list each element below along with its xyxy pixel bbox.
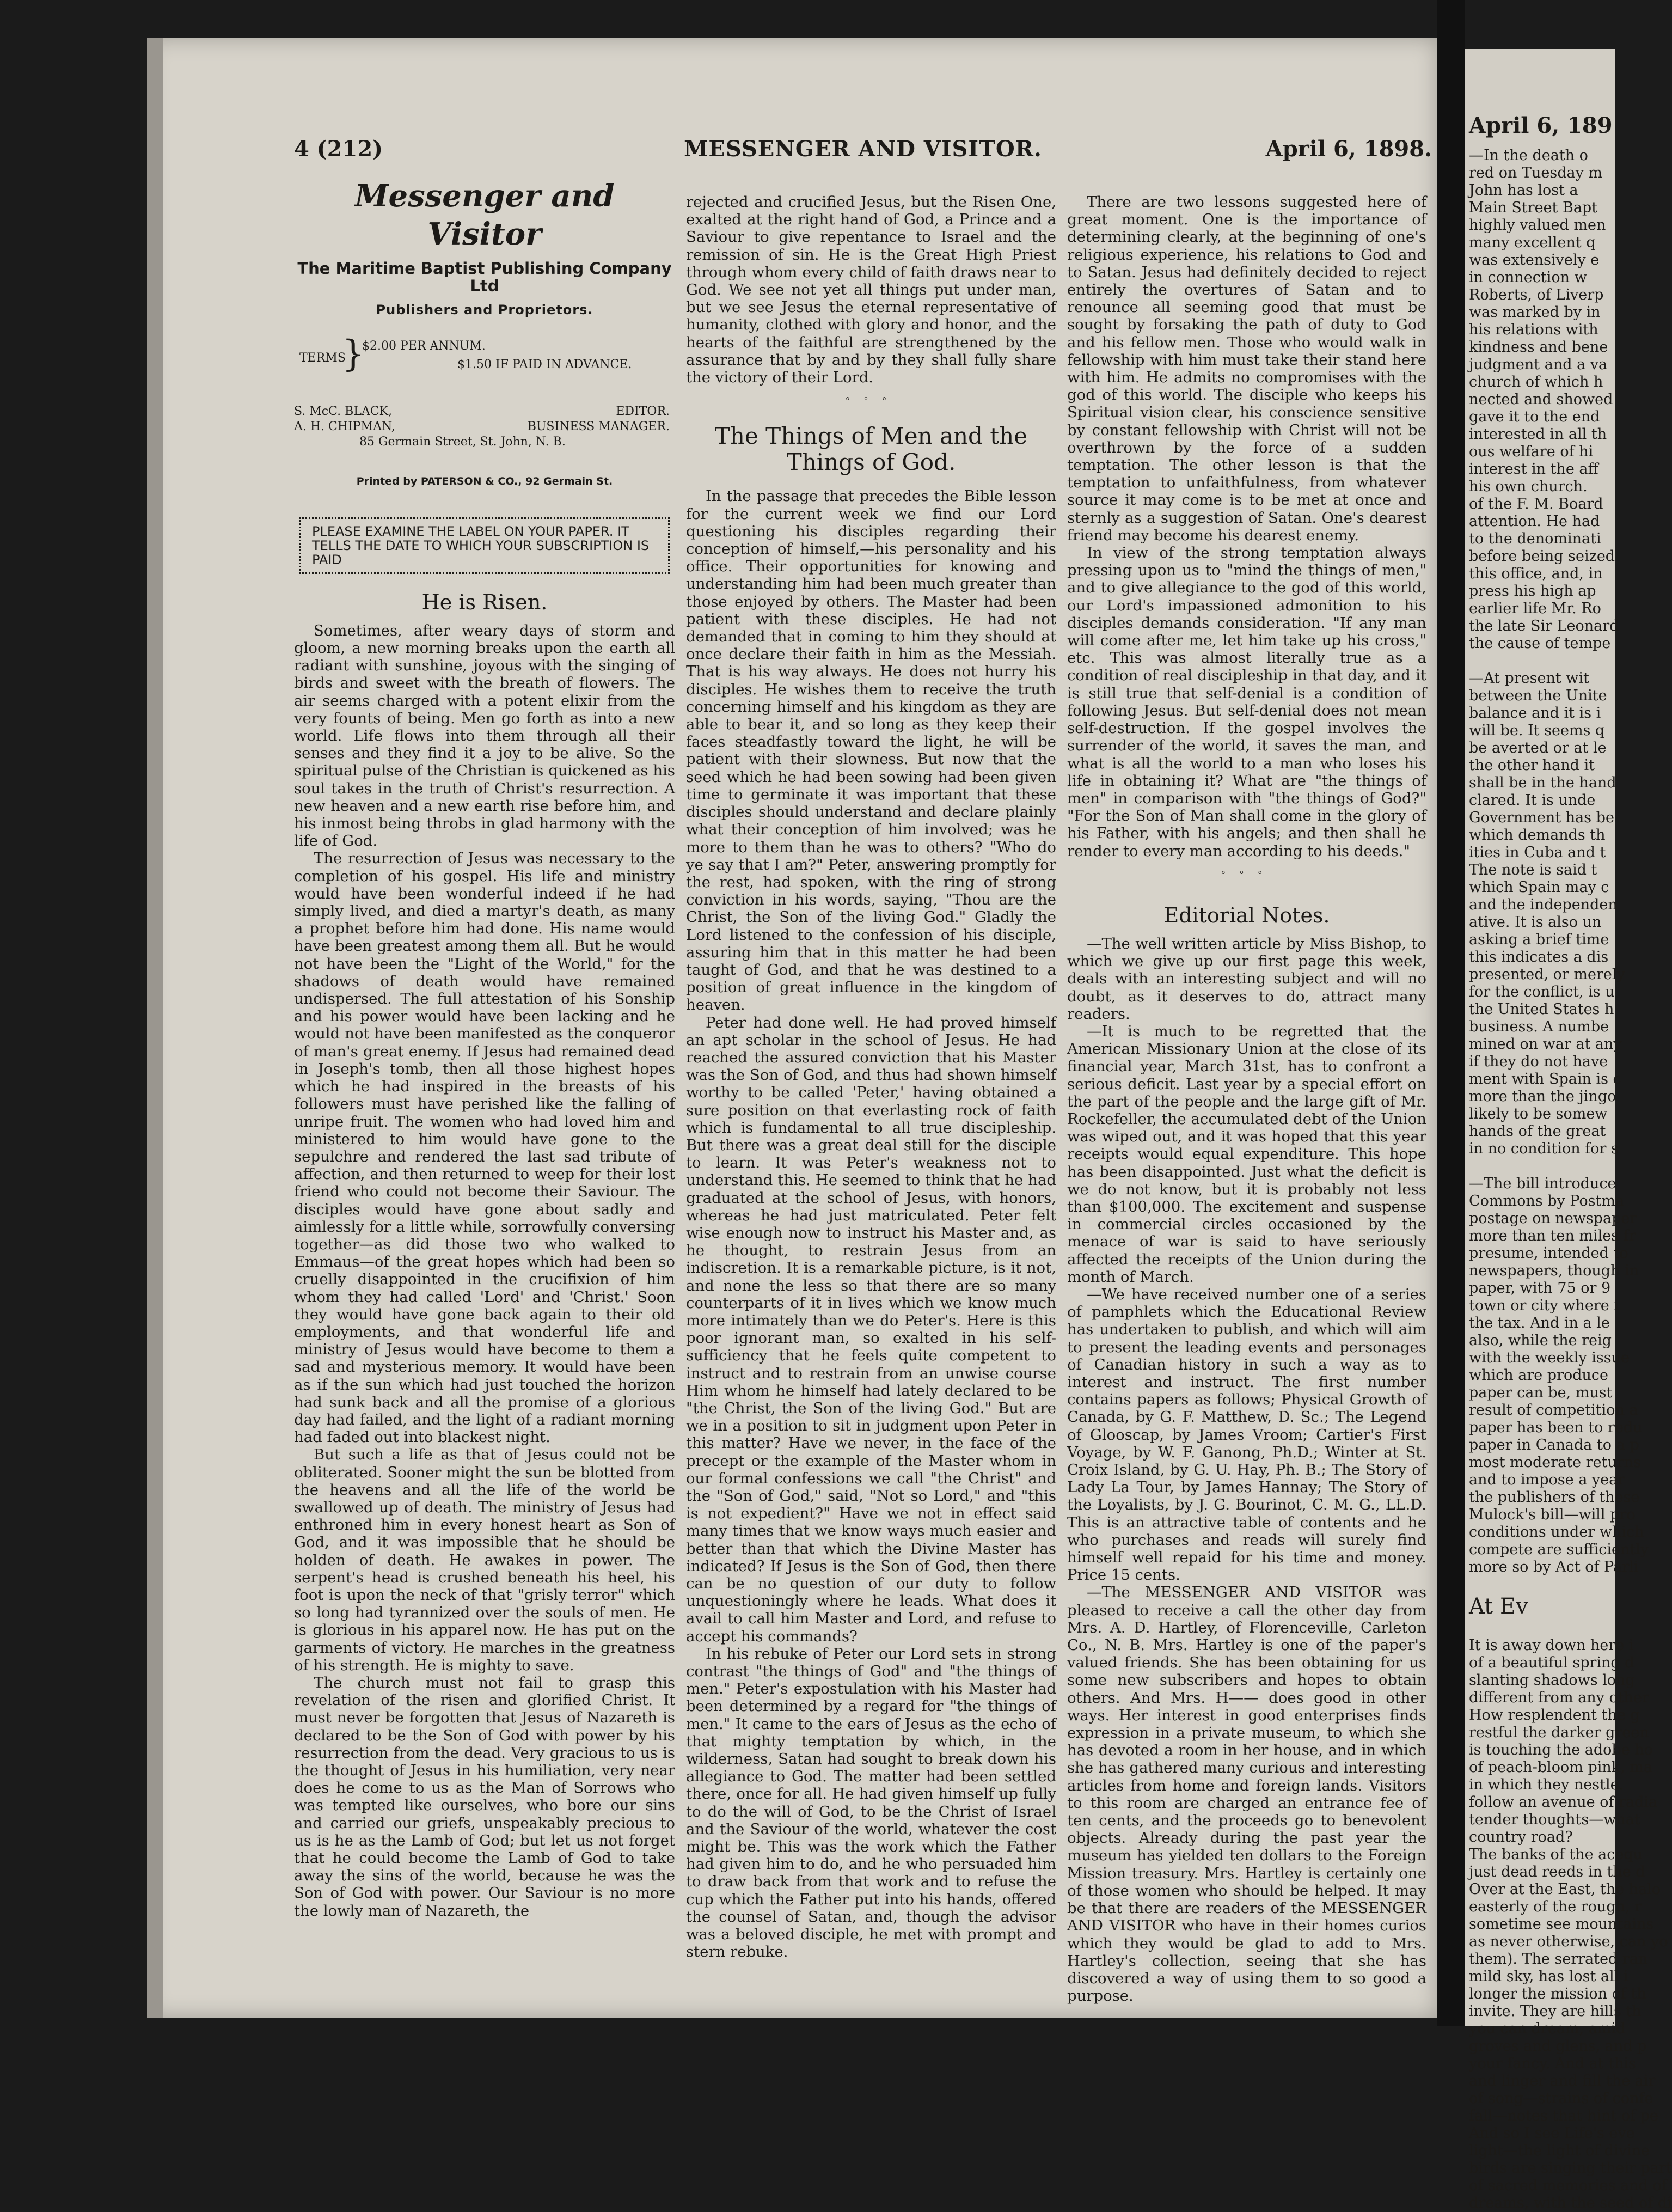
next-page-line: compete are sufficiently: [1469, 1541, 1649, 1558]
next-page-line: —The bill introduce: [1469, 1175, 1616, 1192]
next-page-line: red on Tuesday m: [1469, 164, 1603, 181]
next-page-line: country road?: [1469, 1829, 1573, 1846]
next-page-line: —In the death o: [1469, 147, 1588, 164]
next-page-line: presume, intended to: [1469, 1245, 1628, 1262]
next-page-line: press his high ap: [1469, 583, 1596, 600]
next-page-line: mined on war at any: [1469, 1036, 1622, 1053]
next-page-line: with the weekly issue: [1469, 1349, 1630, 1366]
next-page-line: in which they nestle.: [1469, 1776, 1624, 1793]
next-page-line: clared. It is unde: [1469, 792, 1596, 809]
next-page-line: between the Unite: [1469, 687, 1607, 704]
next-page-line: mild sky, has lost all i: [1469, 1968, 1628, 1985]
next-page-line: highly valued men: [1469, 217, 1606, 234]
paragraph: But such a life as that of Jesus could not be obliterated. Sooner might the sun be blotted from the heavens and all the life of the world be swallowed up of death. The ministry of Jesus had enthroned him in every honest heart as Son of God, and it was impossible that he should be holden of death. He awakes in power. The serpent's head is crushed beneath his heel, his foot is upon the neck of that "grisly terror" which so long had tyrannized over the souls of men. He is glorious in his apparel now. He has put on the garments of victory. He marches in the greatness of his strength. He is mighty to save.: [294, 1446, 675, 1674]
next-page-line: dreams, with the seed of di: [1469, 2195, 1672, 2211]
next-page-line: of sacred memories and of: [1469, 2177, 1667, 2194]
next-page-line: balance and it is i: [1469, 705, 1601, 722]
next-page-line: as never otherwise, can yo: [1469, 1933, 1668, 1950]
next-page-line: sometime see mountains: [1469, 1916, 1654, 1933]
next-page-line: [1469, 652, 1616, 670]
next-page-line: of a beautiful spring d: [1469, 1654, 1634, 1671]
next-page-line: paper has been to redu: [1469, 1419, 1643, 1436]
next-page-line: ous welfare of hi: [1469, 443, 1594, 460]
next-page-line: tender thoughts—what: [1469, 1811, 1640, 1828]
next-page-line: interest in the aff: [1469, 461, 1598, 478]
next-page-line: the publishers of these: [1469, 1489, 1640, 1506]
next-page-line: Mulock's bill—will pro: [1469, 1506, 1636, 1523]
page-gutter: [1437, 0, 1465, 2026]
next-page-line: Government has be: [1469, 809, 1614, 826]
next-page-line: which are produce: [1469, 1367, 1609, 1384]
next-page-line: slanting shadows long: [1469, 1672, 1635, 1689]
next-page-line: At Ev: [1469, 1594, 1528, 1619]
next-page-line: also, while the reig: [1469, 1332, 1612, 1349]
next-page-line: more than the jingo: [1469, 1088, 1616, 1105]
next-page-line: and to impose a year: [1469, 1471, 1625, 1488]
next-page-line: groves and glens, and p: [1469, 2038, 1647, 2055]
manager-name: A. H. CHIPMAN,: [294, 419, 395, 433]
company-name: The Maritime Baptist Publishing Company Ltd: [297, 259, 672, 296]
next-page-line: the United States h: [1469, 1001, 1614, 1018]
section-ornament: ﾟ ﾟ ﾟ: [1221, 870, 1273, 887]
next-page-text: [1469, 147, 1672, 2212]
next-page-line: longer the mission of th: [1469, 1985, 1646, 2002]
terms-price-annual: $2.00 PER ANNUM.: [362, 339, 486, 353]
next-page-line: paper can be, must: [1469, 1384, 1613, 1401]
next-page-line: [1469, 1620, 1616, 1637]
next-page-line: gave it to the end: [1469, 408, 1600, 425]
next-page-line: more than ten miles fr: [1469, 1227, 1636, 1244]
next-page-line: the other hand it: [1469, 757, 1595, 774]
terms-label: TERMS: [299, 351, 346, 365]
next-page-line: How resplendent the g: [1469, 1707, 1640, 1724]
editorial-notes-title: Editorial Notes.: [1163, 903, 1330, 927]
terms-price-advance: $1.50 IF PAID IN ADVANCE.: [457, 357, 632, 371]
next-page-line: before being seized: [1469, 548, 1615, 565]
office-address: 85 Germain Street, St. John, N. B.: [359, 435, 566, 449]
publishers-line: Publishers and Proprietors.: [376, 302, 593, 318]
masthead-date: April 6, 1898.: [1265, 136, 1432, 162]
next-page-line: the cause of tempe: [1469, 635, 1611, 652]
next-page-line: for the conflict, is u: [1469, 983, 1615, 1000]
next-page-line: them). The serrated ran: [1469, 1951, 1648, 1967]
next-page-line: of the F. M. Board: [1469, 496, 1603, 512]
next-page-line: different from any other: [1469, 1689, 1649, 1706]
next-page-line: And so I see Life's eve: [1469, 2125, 1635, 2142]
next-page-line: The note is said t: [1469, 861, 1597, 878]
next-page-line: ment with Spain is c: [1469, 1071, 1621, 1087]
next-page-line: restful the darker green: [1469, 1724, 1649, 1741]
next-page-date: April 6, 189: [1469, 113, 1613, 138]
next-page-line: his relations with: [1469, 321, 1598, 338]
paragraph: There are two lessons suggested here of great moment. One is the importance of determining clearly, at the beginning of one's religious experience, his relations to God and to Satan. Jesus had definitely decided to reject entirely the overtures of Satan and to renounce all seeming good that must be sought by forsaking the path of duty to God and his fellow men. Those who would walk in fellowship with him must take their stand here with him. He admits no compromises with the god of this world. The disciple who keeps his Spiritual vision clear, his conscience sensitive by constant fellowship with Christ will not be overthrown by the force of a sudden temptation. The other lesson is that the temptation to unfaithfulness, from whatever source it may come is to be met at once and sternly as a suggestion of Satan. One's dearest friend may become his dearest enemy.: [1067, 193, 1426, 544]
next-page-line: paper in Canada to a p: [1469, 1437, 1639, 1453]
next-page-line: ative. It is also un: [1469, 914, 1602, 931]
next-page-line: [1469, 1576, 1616, 1593]
next-page-fragment: [1465, 49, 1672, 2211]
next-page-line: shall be in the hand: [1469, 774, 1616, 791]
page-number: 4 (212): [294, 136, 383, 162]
next-page-line: Main Street Bapt: [1469, 199, 1598, 216]
next-page-line: was extensively e: [1469, 252, 1600, 268]
next-page-line: fall—notes that hint of pe: [1469, 2107, 1658, 2124]
next-page-line: and linger and fill the air: [1469, 2073, 1656, 2089]
paragraph: The resurrection of Jesus was necessary to the completion of his gospel. His life and ministry would have been wonderful indeed if he had simply lived, and died a martyr's death, as many a prophet before him had done. His name would have been greatest among them all. But he would not have been the "Light of the World," for the shadows of death would have remained undispersed. The full attestation of his Sonship and his power would have been lacking and he would not have been manifested as the conqueror of man's great enemy. If Jesus had remained dead in Joseph's tomb, then all those highest hopes which he had inspired in the breasts of his followers must have perished like the falling of unripe fruit. The women who had loved him and ministered to him would have gone to the sepulchre and rendered the last sad tribute of affection, and then returned to weep for their lost friend who could not become their Saviour. The disciples would have gone about sadly and aimlessly for a little while, sorrowfully conversing together—as did those two who walked to Emmaus—of the great hopes which had been so cruelly disappointed in the crucifixion of him whom they had called 'Lord' and 'Christ.' Soon they would have gone back again to their old employments, and that wonderful life and ministry of Jesus would have become to them a sad and mysterious memory. It would have been as if the sun which had just touched the horizon had sunk back and all the promise of a glorious day had failed, and the light of a radiant morning had faded out into blackest night.: [294, 850, 675, 1446]
paragraph: In the passage that precedes the Bible lesson for the current week we find our Lord questioning his disciples regarding their conception of himself,—his personality and his office. Their opportunities for knowing and understanding him had been much greater than those enjoyed by others. The Master had been patient with these disciples. He had not demanded that in coming to him they should at once declare their faith in him as the Messiah. That is his way always. He does not hurry his disciples. He wishes them to receive the truth concerning himself and his kingdom as they are able to bear it, and so long as they keep their faces steadfastly toward the light, he will be patient with their slowness. But now that the seed which he had been sowing had been given time to germinate it was important that these disciples should understand and declare plainly what their conception of him involved; was he more to them than he was to others? "Who do ye say that I am?" Peter, answering promptly for the rest, had spoken, with the ring of strong conviction in his words, saying, "Thou are the Christ, the Son of the living God." Gladly the Lord listened to the confession of his disciple, assuring him that in this matter he had been taught of God, and that he was destined to a position of great influence in the kingdom of heaven.: [686, 487, 1056, 1014]
column-left: [294, 172, 675, 1996]
next-page-line: asking a brief time: [1469, 931, 1609, 948]
page-edge: [147, 38, 163, 2018]
paragraph: In his rebuke of Peter our Lord sets in strong contrast "the things of God" and "the things of men." Peter's expostulation with his Master had been determined by a regard for "the things of men." It came to the ears of Jesus as the echo of that mighty temptation by which, in the wilderness, Satan had sought to break down his allegiance to God. The matter had been settled there, once for all. He had given himself up fully to do the will of God, to be the Christ of Israel and the Saviour of the world, whatever the cost might be. This was the work which the Father had given him to do, and he who persuaded him to draw back from that work and to refuse the cup which the Father put into his hands, offered the counsel of Satan, and, though the advisor was a beloved disciple, he met with prompt and stern rebuke.: [686, 1645, 1056, 1961]
editorial-note: —The MESSENGER AND VISITOR was pleased to receive a call the other day from Mrs. A. D. Hartley, of Florenceville, Carleton Co., N. B. Mrs. Hartley is one of the paper's valued friends. She has been obtaining for us some new subscribers and hopes to obtain others. And Mrs. H—— does good in other ways. Her interest in good enterprises finds expression in a private museum, to which she has devoted a room in her house, and in which she has gathered many curious and interesting articles from home and foreign lands. Visitors to this room are charged an entrance fee of ten cents, and the proceeds go to benevolent objects. Already during the past year the museum has yielded ten dollars to the Foreign Mission treasury. Mrs. Hartley is certainly one of those women who should be helped. It may be that there are readers of the MESSENGER AND VISITOR who have in their homes curios which they would be glad to add to Mrs. Hartley's collection, seeing that she has discovered a way of using them to so good a purpose.: [1067, 1584, 1426, 2005]
next-page-line: paper, with 75 or 9: [1469, 1280, 1611, 1297]
masthead-title: MESSENGER AND VISITOR.: [684, 136, 1042, 162]
next-page-line: easterly of the rough, r: [1469, 1898, 1642, 1915]
next-page-line: conditions under which: [1469, 1524, 1644, 1541]
next-page-line: The banks of the acequ: [1469, 1846, 1643, 1863]
next-page-line: ities in Cuba and t: [1469, 844, 1606, 861]
next-page-line: was marked by in: [1469, 304, 1601, 321]
next-page-line: many excellent q: [1469, 234, 1596, 251]
next-page-line: his own church.: [1469, 478, 1588, 495]
next-page-line: and the independen: [1469, 896, 1618, 913]
subscription-notice: PLEASE EXAMINE THE LABEL ON YOUR PAPER. IT TELLS THE DATE TO WHICH YOUR SUBSCRIPTION IS PAID: [299, 517, 670, 574]
terms-brace: }: [342, 332, 365, 375]
next-page-line: Over at the East, the halo: [1469, 1881, 1661, 1898]
paragraph: In view of the strong temptation always pressing upon us to "mind the things of men," and to give allegiance to the god of this world, our Lord's impassioned admonition to his disciples demands consideration. "If any man will come after me, let him take up his cross," etc. This was almost literally true as a condition of real discipleship in that day, and it is still true that self-denial is a condition of following Jesus. But self-denial does not mean self-destruction. If the gospel involves the surrender of the world, it saves the man, and what is all the world to a man who loses his life in obtaining it? What are "the things of men" in comparison with "the things of God?" "For the Son of Man shall come in the glory of his Father, with his angels; and then shall he render to every man according to his deeds.": [1067, 544, 1426, 860]
next-page-line: Commons by Postma: [1469, 1193, 1625, 1209]
paragraph: Sometimes, after weary days of storm and gloom, a new morning breaks upon the earth all radiant with sunshine, joyous with the singing of birds and sweet with the breath of flowers. The air seems charged with a potent elixir from the very founts of being. Men go forth as into a new world. Life flows into them through all their senses and they find it a joy to be alive. So the spiritual pulse of the Christian is quickened as his soul takes in the truth of Christ's resurrection. A new heaven and a new earth rise before him, and his inmost being throbs in glad harmony with the life of God.: [294, 621, 675, 850]
next-page-line: interested in all th: [1469, 426, 1607, 443]
article-title-he-is-risen: He is Risen.: [421, 590, 548, 614]
next-page-line: birds are singing their part: [1469, 2160, 1672, 2177]
next-page-line: nected and showed: [1469, 391, 1613, 408]
next-page-line: the late Sir Leonard: [1469, 618, 1619, 634]
next-page-line: business. A numbe: [1469, 1018, 1609, 1035]
next-page-line: —At present wit: [1469, 670, 1589, 687]
next-page-line: kindness and bene: [1469, 339, 1608, 356]
next-page-line: church of which h: [1469, 374, 1603, 390]
terms-block: [294, 333, 675, 383]
next-page-line: will be. It seems q: [1469, 722, 1605, 739]
next-page-line: you can dream, amid: [1469, 2020, 1626, 2037]
next-page-line: which demands th: [1469, 827, 1606, 844]
next-page-line: result of competition a: [1469, 1402, 1638, 1419]
next-page-line: follow an avenue of radia: [1469, 1794, 1658, 1811]
editorial-note: —We have received number one of a series of pamphlets which the Educational Review has undertaken to publish, and which will aim to present the leading events and personages of Canadian history in such a way as to interest and instruct. The first number contains papers as follows; Physical Growth of Canada, by G. F. Matthew, D. Sc.; The Legend of Glooscap, by James Vroom; Cartier's First Voyage, by W. F. Ganong, Ph.D.; Winter at St. Croix Island, by G. U. Hay, Ph. B.; The Story of Lady La Tour, by James Hannay; The Story of the Loyalists, by J. G. Bourinot, C. M. G., LL.D. This is an attractive table of contents and he who purchases and reads will surely find himself well repaid for his time and money. Price 15 cents.: [1067, 1285, 1426, 1584]
column-right: [1067, 193, 1426, 2005]
editorial-note: —It is much to be regretted that the American Missionary Union at the close of its financial year, March 31st, has to confront a serious deficit. Last year by a special effort on the part of the people and the large gift of Mr. Rockefeller, the accumulated debt of the Union was wiped out, and it was hoped that this year receipts would equal expenditure. This hope has been disappointed. Just what the deficit is we do not know, but it is probably not less than $100,000. The excitement and suspense in commercial circles occasioned by the menace of war is said to have seriously affected the receipts of the Union during the month of March.: [1067, 1022, 1426, 1286]
next-page-line: invite. They are hills th: [1469, 2003, 1642, 2020]
manager-role: BUSINESS MANAGER.: [527, 419, 670, 433]
next-page-line: of song—strains of confe: [1469, 2090, 1653, 2107]
editor-name: S. McC. BLACK,: [294, 404, 393, 418]
paper-title: Messenger and Visitor: [354, 178, 615, 252]
next-page-line: if they do not have: [1469, 1053, 1608, 1070]
paragraph: Peter had done well. He had proved himself an apt scholar in the school of Jesus. He had reached the assured conviction that his Master was the Son of God, and thus had shown himself worthy to be called 'Peter,' having obtained a sure position on that everlasting rock of faith which is fundamental to all true discipleship. But there was a great deal still for the disciple to learn. It was Peter's weakness not to understand this. He seemed to think that he had graduated at the school of Jesus, with honors, whereas he had just matriculated. Peter felt wise enough now to instruct his Master and, as he thought, to restrain Jesus from an indiscretion. It is a remarkable picture, is it not, and none the less so that there are so many counterparts of it in lives which we know much more intimately than we do Peter's. Here is this poor ignorant man, so exalted in his self-sufficiency that he feels quite competent to instruct and to restrain from an unwise course Him whom he himself had lately declared to be "the Christ, the Son of the living God." But are we in a position to sit in judgment upon Peter in this matter? Have we never, in the face of the precept or the example of the Master whom in our formal confessions we call "the Christ" and the "Son of God," said, "Not so Lord," and "this is not expedient?" Have we not in effect said many times that we know ways much easier and better than that which the Divine Master has indicated? If Jesus is the Son of God, then there can be no question of our duty to follow unquestioningly where he leads. What does it avail to call him Master and Lord, and refuse to accept his commands?: [686, 1013, 1056, 1645]
next-page-line: just dead reeds in the d: [1469, 1863, 1645, 1880]
next-page-line: [1469, 1158, 1616, 1175]
next-page-line: in connection w: [1469, 269, 1587, 286]
next-page-line: Roberts, of Liverp: [1469, 286, 1604, 303]
editor-role: EDITOR.: [616, 404, 670, 418]
next-page-line: town or city where i: [1469, 1297, 1619, 1314]
next-page-line: likely to be somew: [1469, 1105, 1608, 1122]
paragraph: rejected and crucified Jesus, but the Risen One, exalted at the right hand of God, a Prince and a Saviour to give repentance to Israel and the remission of sin. He is the Great High Priest through whom every child of faith draws near to God. We see not yet all things put under man, but we see Jesus the eternal representative of humanity, clothed with glory and honor, and the hearts of the faithful are strengthened by the assurance that by and by they shall fully share the victory of their Lord.: [686, 193, 1056, 387]
next-page-line: newspapers, though in: [1469, 1262, 1639, 1279]
next-page-line: the tax. And in a le: [1469, 1315, 1610, 1331]
next-page-line: hands of the great: [1469, 1123, 1606, 1140]
masthead: [294, 136, 1432, 174]
next-page-line: be averted or at le: [1469, 740, 1607, 756]
next-page-line: attention. He had: [1469, 513, 1600, 530]
next-page-line: to the denominati: [1469, 530, 1601, 547]
next-page-line: postage on newspaper: [1469, 1210, 1637, 1227]
article-title-things-of-men: The Things of Men and the Things of God.: [714, 423, 1028, 476]
next-page-line: It is away down here i: [1469, 1637, 1634, 1654]
next-page-line: judgment and a va: [1469, 356, 1608, 373]
next-page-line: your fancy. And at this: [1469, 2055, 1636, 2072]
next-page-line: of peach-bloom pink, ma: [1469, 1759, 1652, 1776]
next-page-line: most moderate returns: [1469, 1454, 1641, 1471]
next-page-line: which Spain may c: [1469, 879, 1609, 896]
printer-line: Printed by PATERSON & CO., 92 Germain St.: [356, 475, 613, 487]
editorial-note: —The well written article by Miss Bishop, to which we give up our first page this week, deals with an interesting subject and will no doubt, as it deserves to do, attract many readers.: [1067, 934, 1426, 1023]
next-page-line: light—the light of divine: [1469, 2142, 1650, 2159]
next-page-line: John has lost a: [1469, 182, 1578, 199]
next-page-line: more so by Act of Parli: [1469, 1559, 1639, 1575]
next-page-line: is touching the adobe ho: [1469, 1742, 1653, 1758]
next-page-line: earlier life Mr. Ro: [1469, 600, 1601, 617]
next-page-line: this office, and, in: [1469, 565, 1603, 582]
staff-block: [294, 404, 675, 450]
next-page-line: this indicates a dis: [1469, 949, 1609, 966]
section-ornament: ﾟ ﾟ ﾟ: [845, 396, 897, 413]
next-page-line: presented, or merely: [1469, 966, 1625, 983]
column-middle: [686, 193, 1056, 1996]
paragraph: The church must not fail to grasp this revelation of the risen and glorified Christ. It must never be forgotten that Jesus of Nazareth is declared to be the Son of God with power by his resurrection from the dead. Very gracious to us is the thought of Jesus in his humiliation, very near does he come to us as the Man of Sorrows who was tempted like ourselves, who bore our sins and carried our griefs, unspeakably precious to us is he as the Lamb of God; but let us not forget that he could become the Lamb of God to take away the sins of the world, because he was the Son of God with power. Our Saviour is no more the lowly man of Nazareth, the: [294, 1674, 675, 1920]
next-page-line: in no condition for s: [1469, 1140, 1619, 1157]
